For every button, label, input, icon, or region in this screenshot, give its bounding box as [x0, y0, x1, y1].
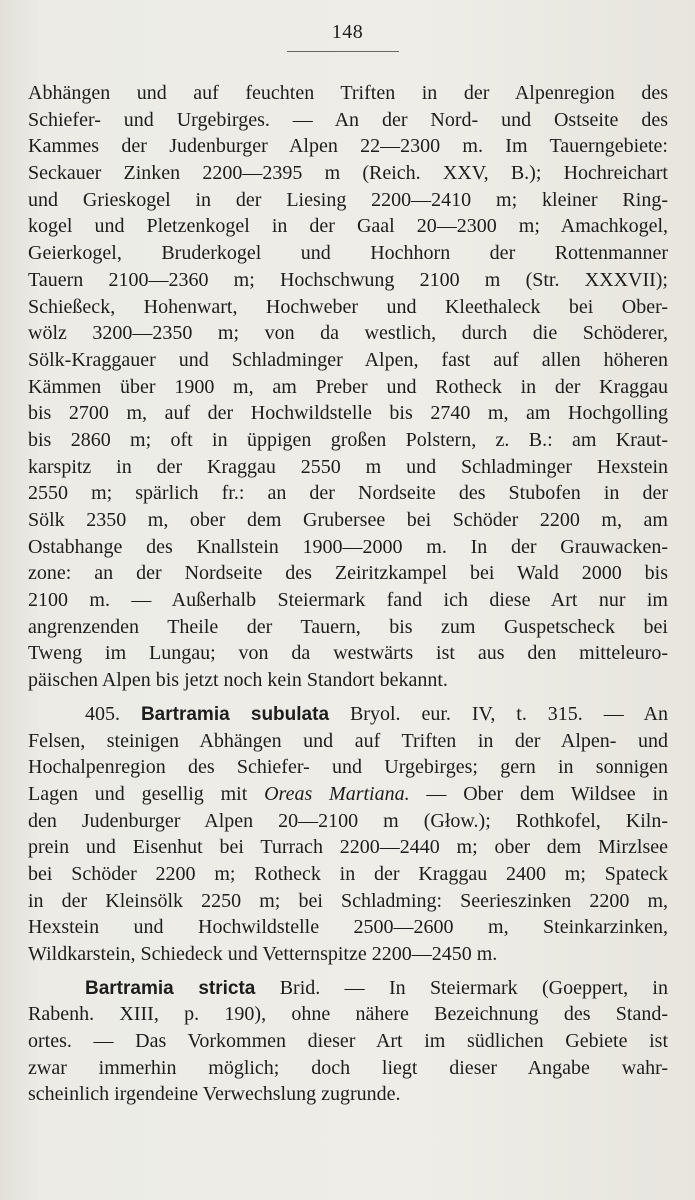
text-line: zone: an der Nordseite des Zeiritzkampel bei Wald 2000 bis: [28, 562, 668, 585]
text-line: Hochalpenregion des Schiefer- und Urgebirges; gern in sonnigen: [28, 756, 668, 779]
header-rule: [287, 51, 399, 52]
text-line: Kammes der Judenburger Alpen 22—2300 m. Im Tauerngebiete:: [28, 135, 668, 158]
species-entry-stricta: [28, 975, 668, 1108]
text-line: wölz 3200—2350 m; von da westlich, durch die Schöderer,: [28, 322, 668, 345]
text-line: Seckauer Zinken 2200—2395 m (Reich. XXV, B.); Hochreichart: [28, 162, 668, 185]
entry-number: 405.: [85, 702, 120, 725]
text-line: scheinlich irgendeine Verwechslung zugrunde.: [28, 1083, 401, 1106]
text-line: bei Schöder 2200 m; Rotheck in der Kraggau 2400 m; Spateck: [28, 862, 668, 885]
entry-citation: Bryol. eur. IV, t. 315. — An: [349, 702, 669, 725]
entry-citation: Brid. — In Steiermark (Goeppert, in: [279, 976, 668, 999]
text-line: in der Kleinsölk 2250 m; bei Schladming: Seerieszinken 2200 m,: [28, 889, 668, 912]
page-text: [28, 80, 668, 1108]
text-line: Abhängen und auf feuchten Triften in der Alpenregion des: [28, 82, 668, 104]
text-line: Sölk 2350 m, ober dem Grubersee bei Schöder 2200 m, am: [28, 509, 668, 531]
text-line: Tauern 2100—2360 m; Hochschwung 2100 m (Str. XXXVII);: [28, 268, 668, 291]
text-line: Tweng im Lungau; von da westwärts ist aus den mitteleuro-: [28, 642, 668, 665]
text-line: Wildkarstein, Schiedeck und Vetternspitze 2200—2450 m.: [28, 943, 498, 965]
species-name: Bartramia stricta: [85, 977, 256, 999]
text-line: Geierkogel, Bruderkogel und Hochhorn der Rottenmanner: [28, 242, 668, 265]
species-name: Bartramia subulata: [140, 703, 330, 725]
text-line: bis 2860 m; oft in üppigen großen Polstern, z. B.: am Kraut-: [28, 428, 668, 451]
text-line: zwar immerhin möglich; doch liegt dieser Angabe wahr-: [28, 1056, 668, 1079]
text-line: Rabenh. XIII, p. 190), ohne nähere Bezeichnung des Stand-: [28, 1003, 668, 1026]
text-line: angrenzenden Theile der Tauern, bis zum Guspetscheck bei: [28, 615, 668, 638]
text-line: 2100 m. — Außerhalb Steiermark fand ich diese Art nur im: [28, 589, 668, 612]
text-line: prein und Eisenhut bei Turrach 2200—2440 m; ober dem Mirzlsee: [28, 836, 668, 859]
text-line: ortes. — Das Vorkommen dieser Art im südlichen Gebiete ist: [28, 1030, 668, 1053]
text-line: bis 2700 m, auf der Hochwildstelle bis 2740 m, am Hochgolling: [28, 402, 668, 425]
text-line: kogel und Pletzenkogel in der Gaal 20—2300 m; Amachkogel,: [28, 215, 668, 238]
paragraph-continuation: [28, 80, 668, 694]
text-line: den Judenburger Alpen 20—2100 m (Głow.); Rothkofel, Kiln-: [28, 809, 668, 832]
species-entry-405: [28, 701, 668, 968]
text-line: 2550 m; spärlich fr.: an der Nordseite des Stubofen in der: [28, 482, 668, 505]
associated-species-name: Oreas Martiana.: [264, 782, 410, 805]
text-line: Felsen, steinigen Abhängen und auf Triften in der Alpen- und: [28, 729, 668, 752]
text-line: Hexstein und Hochwildstelle 2500—2600 m, Steinkarzinken,: [28, 916, 668, 939]
text-line: Lagen und gesellig mit Oreas Martiana. — Ober dem Wildsee in: [28, 782, 668, 805]
text-line: Schiefer- und Urgebirges. — An der Nord- und Ostseite des: [28, 108, 668, 131]
text-line: päischen Alpen bis jetzt noch kein Standort bekannt.: [28, 669, 448, 692]
page-header: [0, 20, 695, 44]
text-line: Ostabhange des Knallstein 1900—2000 m. In der Grauwacken-: [28, 535, 668, 558]
text-line: Kämmen über 1900 m, am Preber und Rotheck in der Kraggau: [28, 375, 668, 398]
entry-heading-line: [28, 701, 668, 728]
text-line: Schießeck, Hohenwart, Hochweber und Kleethaleck bei Ober-: [28, 295, 668, 318]
page-number: 148: [331, 21, 364, 43]
text-line: und Grieskogel in der Liesing 2200—2410 m; kleiner Ring-: [28, 188, 668, 211]
text-line: karspitz in der Kraggau 2550 m und Schladminger Hexstein: [28, 455, 668, 478]
text-line: Sölk-Kraggauer und Schladminger Alpen, fast auf allen höheren: [28, 348, 668, 371]
entry-heading-line: [28, 975, 668, 1002]
